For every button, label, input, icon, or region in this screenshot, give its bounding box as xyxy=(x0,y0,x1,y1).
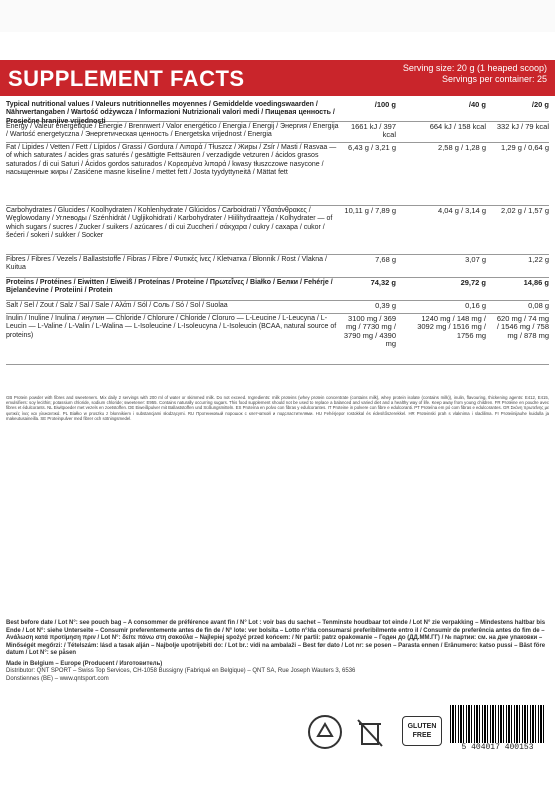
cell-40g: 2,58 g / 1,28 g xyxy=(438,143,486,152)
cell-20g: 1,22 g xyxy=(528,255,549,264)
made-in-text: Made in Belgium – Europe (Producent / Изготовитель) xyxy=(6,660,163,667)
serving-info xyxy=(403,63,547,85)
cell-100g: 0,39 g xyxy=(375,301,396,310)
row-label: Fibres / Fibres / Vezels / Ballaststoffe / Fibras / Fibre / Φυτικές ίνες / Kletчатка / Błonnik / Rost / Vlakna / Kuitua xyxy=(6,256,327,272)
cell-40g: 0,16 g xyxy=(465,301,486,310)
cell-40g: 29,72 g xyxy=(460,278,486,287)
serving-size: Serving size: 20 g (1 heaped scoop) xyxy=(402,63,547,73)
table-row-protein xyxy=(6,278,549,301)
cell-40g: 664 kJ / 158 kcal xyxy=(429,122,486,131)
barcode-bars xyxy=(450,705,545,743)
cell-20g: 2,02 g / 1,57 g xyxy=(501,206,549,215)
cell-40g: 3,07 g xyxy=(465,255,486,264)
table-row-carbohydrates xyxy=(6,206,549,255)
supplement-facts-header xyxy=(0,60,555,96)
nutrition-table xyxy=(6,100,549,365)
table-row-salt xyxy=(6,301,549,314)
col-40g: /40 g xyxy=(468,100,486,109)
lower-info xyxy=(6,620,549,683)
cell-100g: 6,43 g / 3,21 g xyxy=(348,143,396,152)
cell-20g: 620 mg / 74 mg / 1546 mg / 758 mg / 878 mg xyxy=(496,314,549,340)
cell-20g: 0,08 g xyxy=(528,301,549,310)
recycle-icon xyxy=(305,712,345,752)
cell-100g: 1661 kJ / 397 kcal xyxy=(350,122,396,140)
table-row-energy xyxy=(6,122,549,143)
col-100g: /100 g xyxy=(374,100,396,109)
row-label: Inulin / Inuline / Inulina / инулин — Chloride / Chlorure / Chloride / Cloruro — L-Leucine / L-Leucyna / L-Leucin — L-Valine / L-Valin / L-Walina — L-Isoleucine / L-Isoleucyna / L-Isoleucin (BCAA, natural source of proteins) xyxy=(6,315,337,339)
best-before-text: Best before date / Lot N°: see pouch bag – A consommer de préférence avant fin / N° Lot : voir bas du sachet – Tenminste houdbaar tot einde / Lot N° zie verpakking – Mindestens haltbar bis Ende / Lot N°: siehe Unterseite – Consumir preferentemente antes de fin de / N° lote: ver bolsita – Lotto n°/da consumarsi preferibilmente entro il / Consumir de preferência antes do fim de – Ανάλωση κατά προτίμηση πριν / Lot N°: δείτε πάνω στη σακούλα – Najlepiej spożyć przed końcem: / Nr partii: patrz opakowanie – Годен до (ДД.ММ.ГГ) / № партии: см. на дне упаковки – Minőségét megőrzi: / Tételszám: lásd a tasak alján – Najbolje upotrijebiti do: / Lot br.: vidi na ambalaži – Best før dato / Lot nr: se posen – Parasta ennen / Eränumero: katso pussi – Bäst före datum / Lot N°: se påsen xyxy=(6,620,546,656)
ingredients-fine-print: GB Protein powder with fibres and sweeteners. Mix daily 2 servings with 200 ml of water or skimmed milk. Do not exceed. Ingredients: milk proteins (whey protein concentrate (contains milk), whey protein isolate (contains milk)), inulin, flavouring, thickening agents: E412, E415, emulsifiers: soy lecithin; potassium chloride, sodium chloride; sweetener: E955. Contains naturally occurring sugars. This food supplement should not be used to replace a balanced and varied diet and a healthy way of life. Keep away from young children. FR Protéine en poudre avec fibres et édulcorants. NL Eiwitpoeder met vezels en zoetstoffen. DE Eiweißpulver mit Ballaststoffen und Süßungsmitteln. ES Proteína en polvo con fibras y edulcorantes. IT Proteine in polvere con fibre e edulcoranti. PT Proteína em pó com fibras e edulcorantes. GR Σκόνη πρωτεΐνης με φυτικές ίνες και γλυκαντικά. PL Białko w proszku z błonnikiem i substancjami słodzącymi. RU Протеиновый порошок с клетчаткой и подсластителями. HU Fehérjepor rostokkal és édesítőszerekkel. HR Proteinski prah s vlaknima i sladilima. FI Proteiinijauhe kuidulla ja makeutusaineilla. SE Proteinpulver med fibrer och sötningsmedel. xyxy=(6,395,549,421)
table-row-fibres xyxy=(6,255,549,278)
row-label: Carbohydrates / Glucides / Koolhydraten / Kohlenhydrate / Glúcidos / Carboidrati / Υδατάνθρακες / Węglowodany / Углеводы / Szénhidrát / Ugljikohidrati / Karbohydrater / Hiilihydraatteja / Kolhydrater — of which sugars / sucres / Zucker / suikers / azúcares / di cui Zuccheri / σάκχαρα / cukry / сахара / cukor / šećeri / sokeri / sukker / Socker xyxy=(6,207,333,239)
cell-100g: 3100 mg / 369 mg / 7730 mg / 3790 mg / 4390 mg xyxy=(343,314,396,348)
gluten-free-badge: GLUTEN FREE xyxy=(402,716,442,746)
col-20g: /20 g xyxy=(531,100,549,109)
cell-20g: 332 kJ / 79 kcal xyxy=(496,122,549,131)
cell-100g: 10,11 g / 7,89 g xyxy=(344,206,396,215)
table-header-label: Typical nutritional values / Valeurs nutritionnelles moyennes / Gemiddelde voedingswaarden / Nährwertangaben / Wartość odżywcza / Informazioni Nutrizionali valori medi / Пищевая ценность / Prosječne hranjive vrijednosti xyxy=(6,101,335,125)
cell-20g: 1,29 g / 0,64 g xyxy=(501,143,549,152)
row-label: Proteins / Protéines / Eiwitten / Eiweiß / Proteínas / Proteine / Πρωτεΐνες / Białko / Белки / Fehérje / Bjelančevine / Proteiini / Protein xyxy=(6,279,333,295)
table-row-inulin-bcaa xyxy=(6,314,549,365)
row-label: Energy / Valeur énergétique / Energie / Brennwert / Valor energético / Energia / Energij / Энергия / Energija / Wartość energetyczna / Энергетическая ценность / Energetska vrijednost / Energia xyxy=(6,123,339,139)
cell-100g: 74,32 g xyxy=(370,278,396,287)
barcode-number: 5 404017 400153 xyxy=(461,743,534,752)
table-row-fat xyxy=(6,143,549,206)
cell-20g: 14,86 g xyxy=(523,278,549,287)
distributor-text: Distributor: QNT SPORT – Swiss Top Services, CH-1058 Bussigny (Fabriqué en Belgique) – QNT SA, Rue Joseph Wauters 3, 6536 Donstiennes (BE) – www.qntsport.com xyxy=(6,668,356,682)
page-title: SUPPLEMENT FACTS xyxy=(8,66,245,91)
cell-40g: 4,04 g / 3,14 g xyxy=(438,206,486,215)
bin-icon xyxy=(350,712,390,752)
row-label: Fat / Lipides / Vetten / Fett / Lípidos / Grassi / Gordura / Λιπαρά / Tłuszcz / Жиры / Zsír / Masti / Rasvaa — of which saturates / acides gras saturés / gesättigte Fettsäuren / verzadigde vetzuren / ácidos grasos saturados / di cui Saturi / Ácidos gordos saturados / Κορεσμένα λιπαρά / kwasy tłuszczowe nasycone / насыщенные жиры / Zasićene masne kiseline / mettet fett / Josta tyydyttyneitä / Mättat fett xyxy=(6,144,337,176)
table-header-row xyxy=(6,100,549,125)
row-label: Salt / Sel / Zout / Salz / Sal / Sale / Αλάτι / Sól / Соль / Só / Sol / Suolaa xyxy=(6,302,228,309)
servings-per-container: Servings per container: 25 xyxy=(441,74,547,84)
barcode xyxy=(450,705,545,753)
cell-40g: 1240 mg / 148 mg / 3092 mg / 1516 mg / 1756 mg xyxy=(417,314,486,340)
cell-100g: 7,68 g xyxy=(375,255,396,264)
